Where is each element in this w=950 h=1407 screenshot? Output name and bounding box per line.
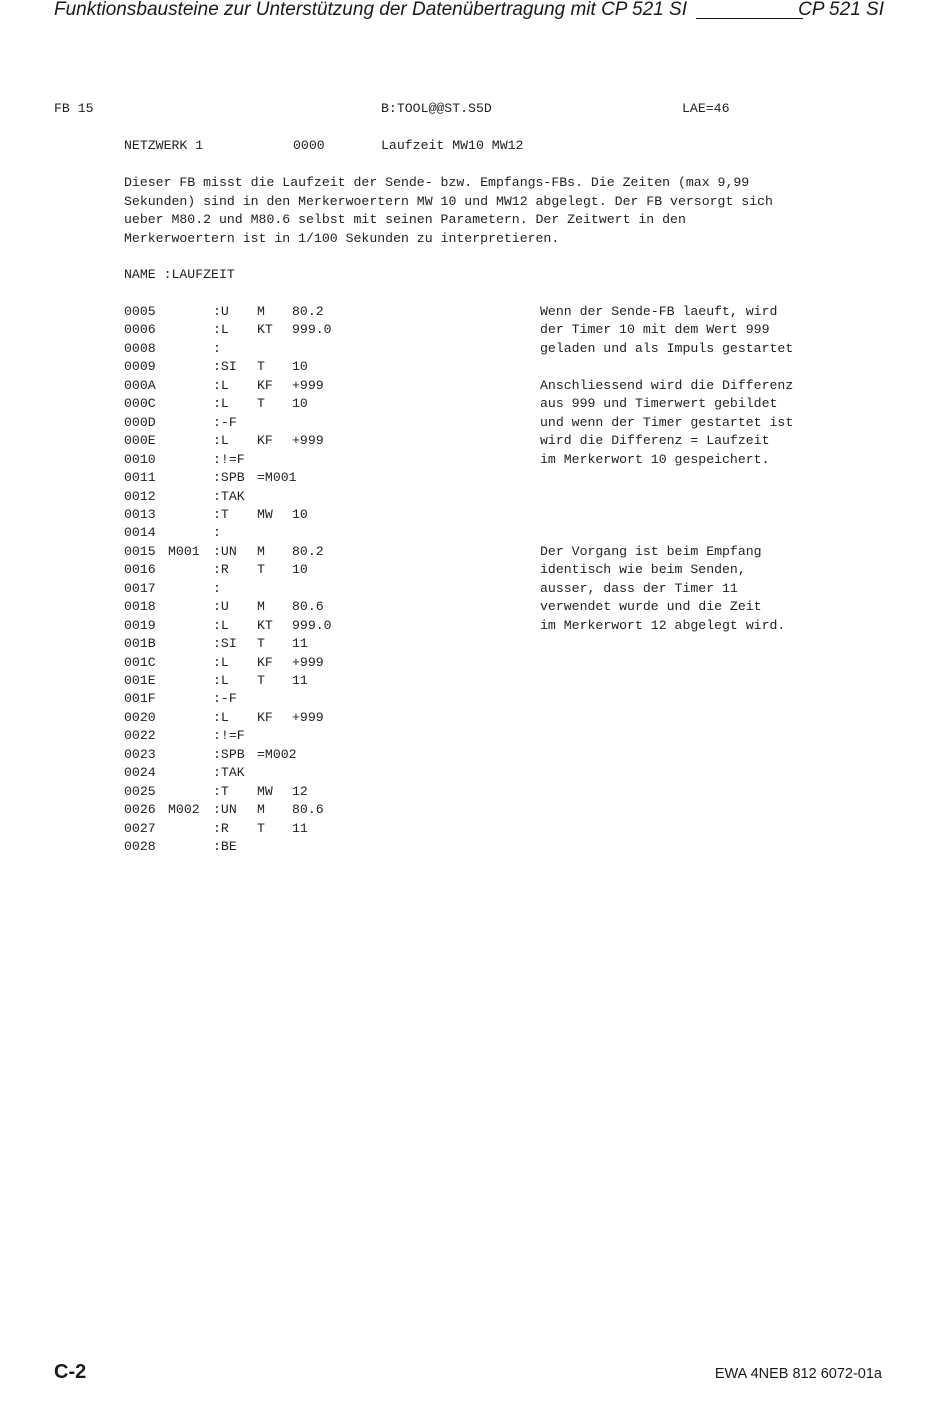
code-operation: :SPB <box>213 470 245 486</box>
code-operand: M <box>257 599 265 615</box>
code-operation: :L <box>213 396 229 412</box>
code-operand: KF <box>257 377 273 393</box>
code-operand: MW <box>257 506 273 522</box>
code-operand: T <box>257 359 265 375</box>
code-parameter: 10 <box>292 562 308 578</box>
code-operand: M <box>257 802 265 818</box>
code-operation: :SI <box>213 636 237 652</box>
code-parameter: 999.0 <box>292 322 332 338</box>
code-address: 000E <box>124 433 156 449</box>
code-operation: :L <box>213 673 229 688</box>
code-operation: : <box>213 525 221 541</box>
description-line: Sekunden) sind in den Merkerwoertern MW 10 und MW12 abgelegt. Der FB versorgt sich <box>124 193 773 209</box>
code-listing <box>0 303 950 863</box>
code-parameter: 999.0 <box>292 617 332 633</box>
code-comment: aus 999 und Timerwert gebildet <box>540 396 778 412</box>
code-operation: :L <box>213 617 229 633</box>
code-address: 000A <box>124 377 156 393</box>
code-parameter: 10 <box>292 506 308 522</box>
code-address: 000D <box>124 414 156 430</box>
code-parameter: 11 <box>292 636 308 652</box>
code-operand: =M001 <box>257 470 297 486</box>
fb-block-label: FB 15 <box>54 101 94 116</box>
code-address: 0005 <box>124 304 156 319</box>
code-comment: der Timer 10 mit dem Wert 999 <box>540 322 770 338</box>
code-comment: und wenn der Timer gestartet ist <box>540 414 794 430</box>
code-operation: : <box>213 580 221 596</box>
code-address: 0013 <box>124 506 156 522</box>
code-operation: :TAK <box>213 488 245 504</box>
code-address: 0017 <box>124 580 156 596</box>
code-operand: =M002 <box>257 746 297 762</box>
code-comment: wird die Differenz = Laufzeit <box>540 433 770 449</box>
code-comment: Der Vorgang ist beim Empfang <box>540 543 762 559</box>
code-operation: :L <box>213 433 229 449</box>
code-address: 0018 <box>124 599 156 615</box>
network-number: 0000 <box>293 138 325 153</box>
code-operand: T <box>257 636 265 652</box>
fb-length: LAE=46 <box>682 101 730 116</box>
code-parameter: 80.2 <box>292 304 324 319</box>
header-rule <box>696 18 803 19</box>
code-comment: Anschliessend wird die Differenz <box>540 377 794 393</box>
code-address: 0028 <box>124 839 156 855</box>
code-operation: :T <box>213 783 229 799</box>
fb-file-name: B:TOOL@@ST.S5D <box>381 101 492 116</box>
page-header <box>54 0 884 24</box>
code-comment: identisch wie beim Senden, <box>540 562 746 578</box>
code-parameter: +999 <box>292 709 324 725</box>
code-parameter: 11 <box>292 820 308 836</box>
code-operation: :L <box>213 322 229 338</box>
header-title: Funktionsbausteine zur Unterstützung der Datenübertragung mit CP 521 SI <box>54 0 687 20</box>
code-parameter: 11 <box>292 673 308 688</box>
code-address: 001E <box>124 673 156 688</box>
code-address: 0016 <box>124 562 156 578</box>
code-parameter: 80.6 <box>292 599 324 615</box>
code-address: 0019 <box>124 617 156 633</box>
code-address: 0023 <box>124 746 156 762</box>
code-address: 0015 <box>124 543 156 559</box>
code-operand: M <box>257 543 265 559</box>
document-id: EWA 4NEB 812 6072-01a <box>714 1366 882 1382</box>
code-operation: :SI <box>213 359 237 375</box>
code-address: 0006 <box>124 322 156 338</box>
code-comment: im Merkerwort 12 abgelegt wird. <box>540 617 786 633</box>
code-parameter: +999 <box>292 433 324 449</box>
code-operand: T <box>257 820 265 836</box>
description-block <box>124 174 773 248</box>
code-operation: :-F <box>213 691 237 707</box>
network-label: NETZWERK 1 <box>124 138 204 153</box>
code-address: 0025 <box>124 783 156 799</box>
code-parameter: +999 <box>292 654 324 670</box>
code-operand: KF <box>257 709 273 725</box>
code-operand: T <box>257 396 265 412</box>
code-operation: :SPB <box>213 746 245 762</box>
code-operation: :BE <box>213 839 237 855</box>
description-line: Dieser FB misst die Laufzeit der Sende- bzw. Empfangs-FBs. Die Zeiten (max 9,99 <box>124 175 750 190</box>
code-address: 001F <box>124 691 156 707</box>
code-operation: :UN <box>213 802 237 818</box>
code-operation: :-F <box>213 414 237 430</box>
code-address: 0009 <box>124 359 156 375</box>
code-operation: :UN <box>213 543 237 559</box>
code-parameter: 10 <box>292 396 308 412</box>
code-parameter: 80.6 <box>292 802 324 818</box>
code-comment: verwendet wurde und die Zeit <box>540 599 762 615</box>
header-product: CP 521 SI <box>798 0 884 20</box>
code-address: 0008 <box>124 340 156 356</box>
description-line: Merkerwoertern ist in 1/100 Sekunden zu interpretieren. <box>124 230 560 246</box>
code-operand: KT <box>257 322 273 338</box>
code-address: 0014 <box>124 525 156 541</box>
code-operand: M <box>257 304 265 319</box>
code-operation: :TAK <box>213 765 245 781</box>
block-name: NAME :LAUFZEIT <box>124 267 235 282</box>
code-parameter: 12 <box>292 783 308 799</box>
network-title: Laufzeit MW10 MW12 <box>381 138 524 153</box>
code-address: 0011 <box>124 470 156 486</box>
code-address: 0026 <box>124 802 156 818</box>
code-comment: im Merkerwort 10 gespeichert. <box>540 451 770 467</box>
code-comment: ausser, dass der Timer 11 <box>540 580 738 596</box>
code-operation: :U <box>213 599 229 615</box>
code-operation: :!=F <box>213 728 245 744</box>
code-parameter: 80.2 <box>292 543 324 559</box>
code-operand: KT <box>257 617 273 633</box>
code-comment: Wenn der Sende-FB laeuft, wird <box>540 304 778 319</box>
code-operation: :L <box>213 709 229 725</box>
code-address: 0012 <box>124 488 156 504</box>
code-operation: :T <box>213 506 229 522</box>
code-operation: :L <box>213 654 229 670</box>
code-address: 001B <box>124 636 156 652</box>
code-comment: geladen und als Impuls gestartet <box>540 340 794 356</box>
code-parameter: 10 <box>292 359 308 375</box>
code-operation: :L <box>213 377 229 393</box>
code-operation: : <box>213 340 221 356</box>
code-address: 0027 <box>124 820 156 836</box>
code-operand: KF <box>257 654 273 670</box>
code-operation: :!=F <box>213 451 245 467</box>
description-line: ueber M80.2 und M80.6 selbst mit seinen Parametern. Der Zeitwert in den <box>124 212 686 227</box>
code-operand: T <box>257 562 265 578</box>
code-address: 000C <box>124 396 156 412</box>
code-jump-label: M001 <box>168 543 200 559</box>
code-operand: T <box>257 673 265 688</box>
code-operation: :U <box>213 304 229 319</box>
code-address: 0022 <box>124 728 156 744</box>
code-parameter: +999 <box>292 377 324 393</box>
code-operand: KF <box>257 433 273 449</box>
page-number: C-2 <box>54 1361 87 1383</box>
code-address: 0020 <box>124 709 156 725</box>
code-address: 0010 <box>124 451 156 467</box>
code-address: 0024 <box>124 765 156 781</box>
code-jump-label: M002 <box>168 802 200 818</box>
code-operation: :R <box>213 820 229 836</box>
code-operand: MW <box>257 783 273 799</box>
code-address: 001C <box>124 654 156 670</box>
code-operation: :R <box>213 562 229 578</box>
